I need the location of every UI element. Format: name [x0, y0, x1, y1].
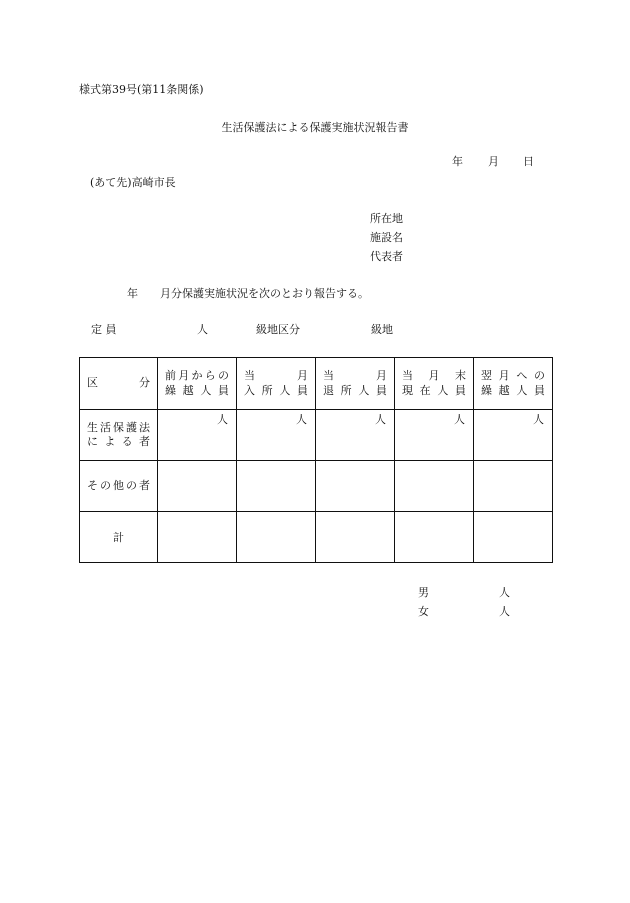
cell-text-line	[316, 369, 394, 383]
cell-char: ら	[204, 369, 216, 383]
cell-char: 人	[200, 383, 212, 397]
cell-text-line	[316, 384, 394, 398]
cell-char: る	[121, 435, 133, 448]
male-label: 男	[418, 586, 429, 599]
count-cell[interactable]	[158, 512, 237, 563]
form-number: 様式第39号(第11条関係)	[79, 83, 204, 96]
cell-char: よ	[104, 435, 116, 448]
cell-char: 員	[454, 383, 466, 397]
cell-char: 者	[138, 435, 150, 448]
cell-char: 員	[217, 383, 229, 397]
cell-text-line	[158, 369, 236, 383]
count-cell[interactable]	[158, 410, 237, 461]
capacity-unit: 人	[197, 323, 208, 336]
report-table	[79, 357, 553, 563]
cell-char: 員	[533, 383, 545, 397]
cell-text-line	[80, 479, 157, 493]
cell-char: の	[218, 369, 229, 383]
report-statement-text: 月分保護実施状況を次のとおり報告する。	[160, 287, 369, 300]
cell-char: 生	[87, 420, 98, 434]
cell-char: 区	[87, 376, 98, 390]
cell-char: 前	[165, 369, 176, 383]
cell-text-line	[80, 376, 157, 390]
cell-char: 繰	[481, 383, 492, 397]
date-month-label: 月	[488, 155, 499, 168]
date-year-label: 年	[452, 155, 463, 168]
row-label	[80, 461, 158, 512]
count-unit: 人	[217, 413, 228, 426]
cell-text-line	[474, 369, 552, 383]
cell-char: 越	[182, 383, 194, 397]
row-label	[80, 512, 158, 563]
cell-char: 月	[498, 369, 510, 383]
representative-label: 代表者	[370, 250, 403, 263]
column-header	[237, 358, 316, 410]
column-header	[158, 358, 237, 410]
cell-text-line	[237, 384, 315, 398]
count-unit: 人	[533, 413, 544, 426]
male-unit: 人	[499, 586, 510, 599]
cell-text-line	[80, 435, 157, 449]
cell-char: に	[87, 435, 98, 448]
table-header-row	[80, 358, 553, 410]
cell-text-line	[237, 369, 315, 383]
cell-char: 繰	[165, 383, 176, 397]
cell-text-line	[158, 384, 236, 398]
cell-char: 月	[178, 369, 190, 383]
cell-char: 所	[261, 383, 273, 397]
count-unit: 人	[296, 413, 307, 426]
cell-char: 退	[323, 383, 334, 397]
cell-char: 人	[358, 383, 370, 397]
addressee: (あて先)高崎市長	[90, 176, 176, 189]
count-cell[interactable]	[316, 410, 395, 461]
female-label: 女	[418, 605, 429, 618]
cell-char: 他	[113, 478, 124, 492]
count-cell[interactable]	[158, 461, 237, 512]
female-unit: 人	[499, 605, 510, 618]
report-year-label: 年	[127, 287, 138, 300]
table-row	[80, 512, 553, 563]
cell-char: 当	[244, 369, 255, 383]
cell-char: の	[100, 478, 111, 492]
cell-char: 計	[113, 531, 124, 544]
count-cell[interactable]	[316, 461, 395, 512]
cell-char: そ	[87, 478, 98, 492]
count-cell[interactable]	[474, 410, 553, 461]
facility-name-label: 施設名	[370, 231, 403, 244]
cell-char: 人	[516, 383, 528, 397]
table-row	[80, 461, 553, 512]
grade-suffix: 級地	[371, 323, 393, 336]
capacity-label: 定 員	[91, 323, 117, 336]
cell-text-line	[395, 369, 473, 383]
count-cell[interactable]	[237, 512, 316, 563]
cell-char: の	[126, 478, 137, 492]
cell-char: 分	[139, 376, 150, 390]
cell-char: へ	[516, 369, 528, 383]
cell-char: 保	[113, 420, 124, 434]
table-row	[80, 410, 553, 461]
cell-char: 在	[419, 383, 431, 397]
count-cell[interactable]	[237, 461, 316, 512]
cell-char: 人	[437, 383, 449, 397]
cell-char: 翌	[481, 369, 492, 383]
row-label	[80, 410, 158, 461]
count-cell[interactable]	[474, 512, 553, 563]
cell-char: 当	[402, 369, 413, 383]
column-header	[474, 358, 553, 410]
header-category	[80, 358, 158, 410]
count-cell[interactable]	[316, 512, 395, 563]
location-label: 所在地	[370, 212, 403, 225]
cell-char: 員	[375, 383, 387, 397]
cell-char: 者	[139, 478, 150, 492]
cell-char: か	[191, 369, 203, 383]
cell-char: 末	[455, 369, 466, 383]
cell-char: 人	[279, 383, 291, 397]
column-header	[316, 358, 395, 410]
cell-text-line	[395, 384, 473, 398]
cell-char: 月	[297, 369, 308, 383]
count-cell[interactable]	[474, 461, 553, 512]
cell-char: 所	[340, 383, 352, 397]
column-header	[395, 358, 474, 410]
document-title: 生活保護法による保護実施状況報告書	[221, 121, 409, 134]
date-day-label: 日	[523, 155, 534, 168]
cell-char: 当	[323, 369, 334, 383]
count-cell[interactable]	[395, 461, 474, 512]
count-cell[interactable]	[395, 410, 474, 461]
count-cell[interactable]	[237, 410, 316, 461]
cell-char: 越	[498, 383, 510, 397]
cell-char: の	[533, 369, 545, 383]
grade-category-label: 級地区分	[256, 323, 300, 336]
count-unit: 人	[375, 413, 386, 426]
cell-char: 員	[296, 383, 308, 397]
cell-char: 入	[244, 383, 255, 397]
cell-text-line	[80, 421, 157, 435]
cell-char: 護	[126, 420, 137, 434]
count-cell[interactable]	[395, 512, 474, 563]
cell-text-line	[474, 384, 552, 398]
cell-char: 活	[100, 420, 111, 434]
count-unit: 人	[454, 413, 465, 426]
cell-char: 月	[376, 369, 387, 383]
cell-char: 法	[139, 420, 150, 434]
cell-char: 現	[402, 383, 413, 397]
cell-char: 月	[428, 369, 440, 383]
